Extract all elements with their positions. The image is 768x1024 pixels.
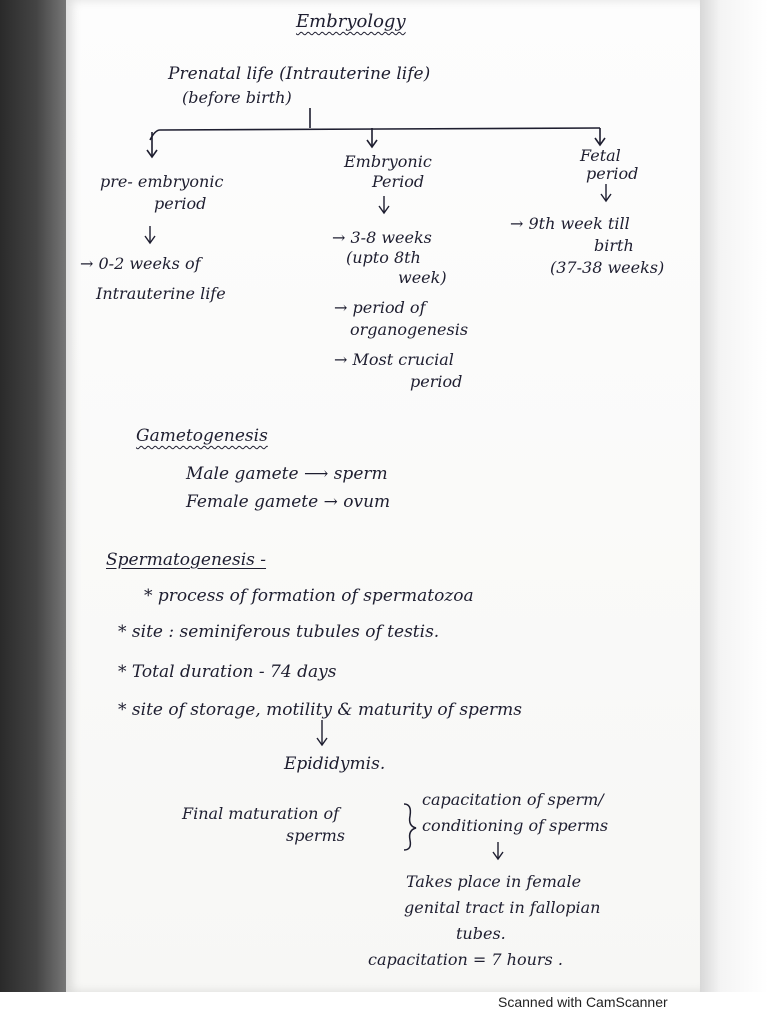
embryonic-crucial: → Most crucial: [334, 350, 454, 369]
spermatogenesis-point-1: * process of formation of spermatozoa: [144, 586, 474, 606]
embryonic-detail-2: (upto 8th: [346, 248, 421, 267]
embryonic-crucial-2: period: [410, 372, 463, 391]
embryonic-organogenesis-2: organogenesis: [350, 320, 469, 339]
storage-site-epididymis: Epididymis.: [284, 754, 386, 774]
embryonic-detail-3: week): [398, 268, 447, 287]
pre-embryonic-title-2: period: [154, 194, 207, 213]
capacitation-definition-2: conditioning of sperms: [422, 816, 609, 835]
gametogenesis-heading: Gametogenesis: [136, 426, 268, 446]
embryonic-title: Embryonic: [344, 152, 432, 171]
capacitation-time: capacitation = 7 hours .: [368, 950, 563, 969]
spermatogenesis-point-3: * Total duration - 74 days: [118, 662, 337, 682]
final-maturation-label: Final maturation of: [182, 804, 340, 823]
spermatogenesis-point-2: * site : seminiferous tubules of testis.: [118, 622, 440, 642]
spermatogenesis-point-4: * site of storage, motility & maturity of sperms: [118, 700, 522, 720]
page-title: Embryology: [296, 11, 406, 32]
pre-embryonic-detail-2: Intrauterine life: [96, 284, 226, 303]
prenatal-life-title: Prenatal life (Intrauterine life): [168, 64, 431, 84]
fetal-title: Fetal: [580, 146, 621, 165]
embryonic-title-2: Period: [372, 172, 425, 191]
prenatal-life-subtitle: (before birth): [182, 88, 292, 107]
capacitation-location: Takes place in female: [406, 872, 582, 891]
capacitation-location-2: genital tract in fallopian: [404, 898, 601, 917]
pre-embryonic-detail: → 0-2 weeks of: [80, 254, 201, 273]
embryonic-detail: → 3-8 weeks: [332, 228, 432, 247]
pre-embryonic-title: pre- embryonic: [100, 172, 224, 191]
final-maturation-label-2: sperms: [286, 826, 345, 845]
female-gamete: Female gamete → ovum: [186, 492, 391, 512]
fetal-detail: → 9th week till: [510, 214, 630, 233]
scanner-watermark: Scanned with CamScanner: [498, 994, 668, 1010]
embryonic-organogenesis: → period of: [334, 298, 426, 317]
capacitation-definition: capacitation of sperm/: [422, 790, 604, 809]
spermatogenesis-heading: Spermatogenesis -: [106, 550, 267, 570]
capacitation-location-3: tubes.: [456, 924, 506, 943]
male-gamete: Male gamete ⟶ sperm: [186, 464, 388, 484]
fetal-detail-2: birth: [594, 236, 634, 255]
fetal-detail-3: (37-38 weeks): [550, 258, 665, 277]
fetal-title-2: period: [586, 164, 639, 183]
